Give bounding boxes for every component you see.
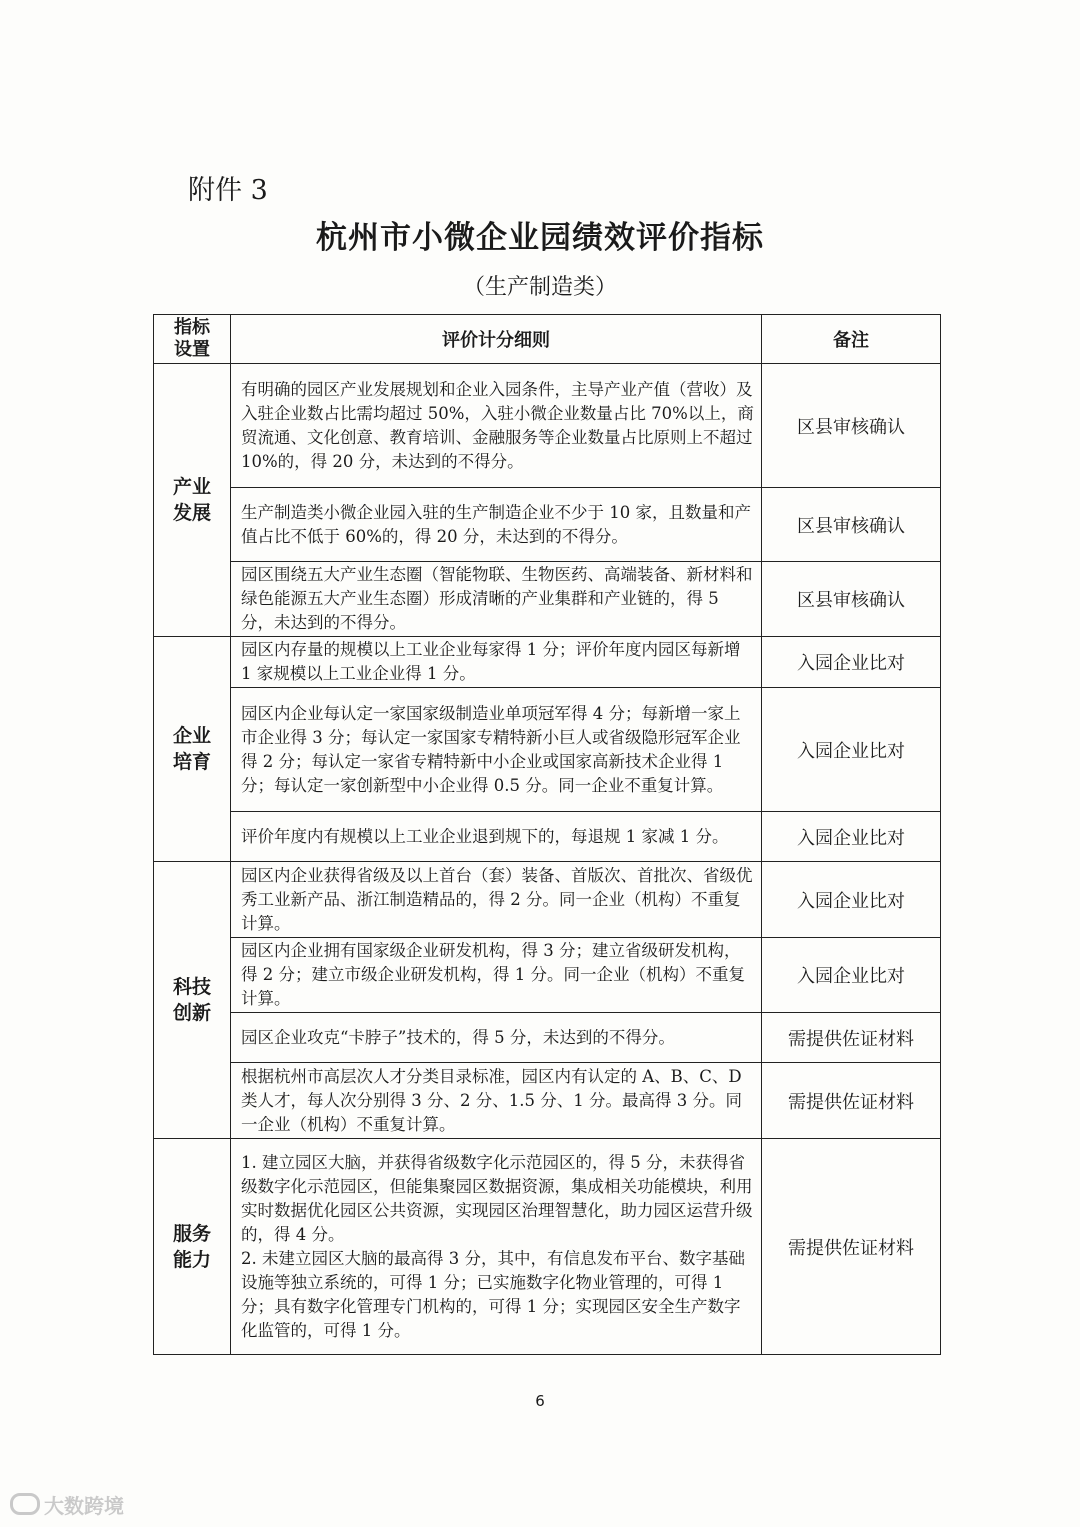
page-subtitle: （生产制造类）	[462, 275, 617, 300]
detail-cell: 1. 建立园区大脑，并获得省级数字化示范园区的，得 5 分，未获得省级数字化示范园区，但能集聚园区数据资源，集成相关功能模块，利用实时数据优化园区公共资源，实现园区治理智慧化，助力园区运营升级的，得 4 分。 2. 未建立园区大脑的最高得 3 分，其中，有信息发布平台、数字基础设施等独立系统的，可得 1 分；已实施数字化物业管理的，可得 1 分；具有数字化管理专门机构的，可得 1 分；实现园区安全生产数字化监管的，可得 1 分。	[231, 1139, 762, 1355]
watermark-logo-icon	[10, 1493, 40, 1515]
detail-cell: 园区内企业获得省级及以上首台（套）装备、首版次、首批次、省级优秀工业新产品、浙江制造精品的，得 2 分。同一企业（机构）不重复计算。	[231, 862, 762, 938]
detail-cell: 园区内企业拥有国家级企业研发机构，得 3 分；建立省级研发机构，得 2 分；建立市级企业研发机构，得 1 分。同一企业（机构）不重复计算。	[231, 938, 762, 1013]
detail-cell: 根据杭州市高层次人才分类目录标准，园区内有认定的 A、B、C、D 类人才，每人次分别得 3 分、2 分、1.5 分、1 分。最高得 3 分。同一企业（机构）不重复计算。	[231, 1063, 762, 1139]
detail-cell: 生产制造类小微企业园入驻的生产制造企业不少于 10 家，且数量和产值占比不低于 60%的，得 20 分，未达到的不得分。	[231, 488, 762, 562]
detail-cell: 有明确的园区产业发展规划和企业入园条件，主导产业产值（营收）及入驻企业数占比需均超过 50%，入驻小微企业数量占比 70%以上，商贸流通、文化创意、教育培训、金融服务等企业数量占比原则上不超过 10%的，得 20 分，未达到的不得分。	[231, 364, 762, 488]
watermark	[10, 1490, 124, 1519]
detail-cell: 园区企业攻克“卡脖子”技术的，得 5 分，未达到的不得分。	[231, 1013, 762, 1063]
table-row	[154, 938, 941, 1013]
category-cell: 企业培育	[154, 637, 231, 862]
remark-cell: 区县审核确认	[762, 562, 941, 637]
table-row	[154, 862, 941, 938]
detail-cell: 评价年度内有规模以上工业企业退到规下的，每退规 1 家减 1 分。	[231, 812, 762, 862]
category-cell: 产业发展	[154, 364, 231, 637]
remark-cell: 需提供佐证材料	[762, 1139, 941, 1355]
remark-cell: 需提供佐证材料	[762, 1063, 941, 1139]
table-row	[154, 812, 941, 862]
header-detail: 评价计分细则	[231, 315, 762, 364]
page-title: 杭州市小微企业园绩效评价指标	[316, 220, 764, 256]
remark-cell: 入园企业比对	[762, 637, 941, 688]
evaluation-table	[153, 314, 941, 1355]
detail-cell: 园区内企业每认定一家国家级制造业单项冠军得 4 分；每新增一家上市企业得 3 分；每认定一家国家专精特新小巨人或省级隐形冠军企业得 2 分；每认定一家省专精特新中小企业或国家高新技术企业得 1 分；每认定一家创新型中小企业得 0.5 分。同一企业不重复计算。	[231, 688, 762, 812]
category-cell: 科技创新	[154, 862, 231, 1139]
table-row	[154, 364, 941, 488]
header-indicator: 指标设置	[154, 315, 231, 364]
table-row	[154, 637, 941, 688]
detail-cell: 园区围绕五大产业生态圈（智能物联、生物医药、高端装备、新材料和绿色能源五大产业生态圈）形成清晰的产业集群和产业链的，得 5 分，未达到的不得分。	[231, 562, 762, 637]
remark-cell: 区县审核确认	[762, 364, 941, 488]
detail-cell: 园区内存量的规模以上工业企业每家得 1 分；评价年度内园区每新增 1 家规模以上工业企业得 1 分。	[231, 637, 762, 688]
remark-cell: 区县审核确认	[762, 488, 941, 562]
table-row	[154, 1063, 941, 1139]
table-row	[154, 488, 941, 562]
header-row	[154, 315, 941, 364]
page-number: 6	[535, 1392, 545, 1410]
remark-cell: 入园企业比对	[762, 862, 941, 938]
remark-cell: 入园企业比对	[762, 938, 941, 1013]
remark-cell: 入园企业比对	[762, 688, 941, 812]
table-row	[154, 688, 941, 812]
remark-cell: 入园企业比对	[762, 812, 941, 862]
remark-cell: 需提供佐证材料	[762, 1013, 941, 1063]
category-cell: 服务能力	[154, 1139, 231, 1355]
watermark-text: 大数跨境	[44, 1494, 124, 1518]
header-remark: 备注	[762, 315, 941, 364]
attachment-label: 附件 3	[188, 175, 268, 206]
table-row	[154, 1013, 941, 1063]
table-row	[154, 562, 941, 637]
table-row	[154, 1139, 941, 1355]
